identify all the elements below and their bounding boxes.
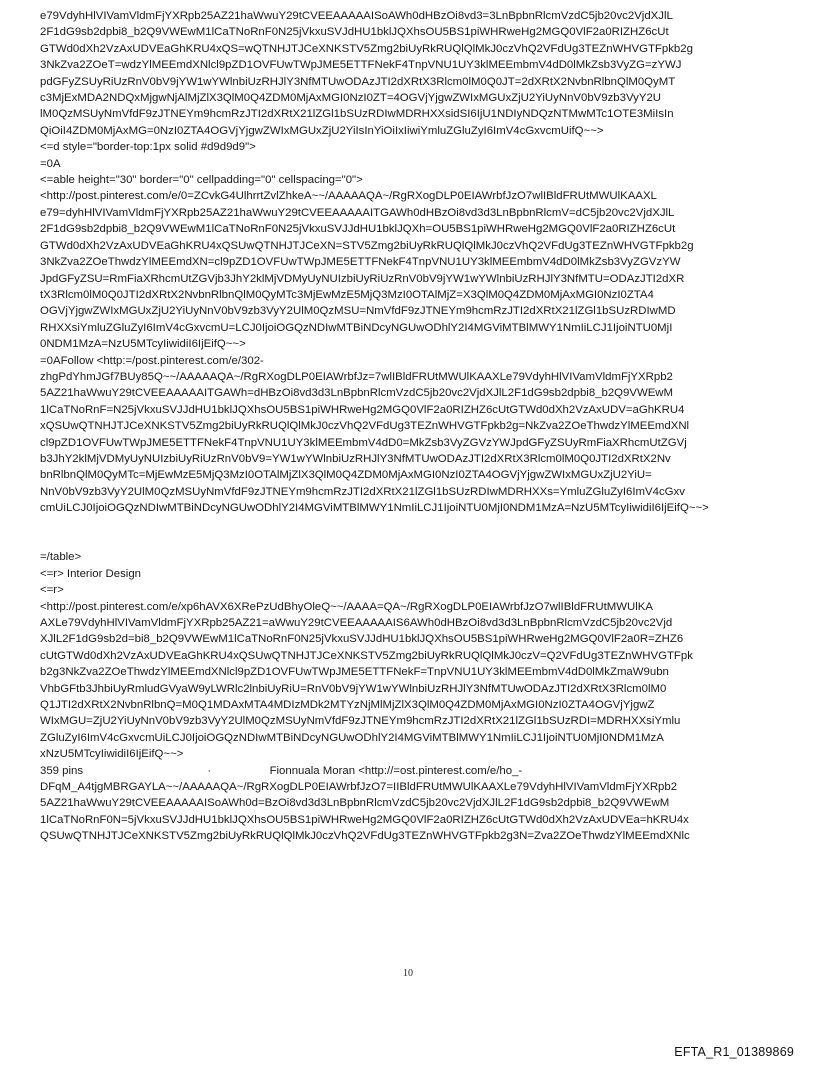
text-line: <=d style="border-top:1px solid #d9d9d9">	[40, 141, 256, 154]
separator-dot: ·	[207, 764, 212, 777]
text-line: Q1JTI2dXRtX2NvbnRlbnQ=M0Q1MDAxMTA4MDIzMDk2MTYzNjMlMjZlX3QlM0Q4ZDM0MjAxMGI0NzI0ZTA4OGVjYjgwZ	[40, 699, 655, 712]
text-line: <http://post.pinterest.com/e/xp6hAVX6XRePzUdBhyOleQ~~/AAAA=QA~/RgRXogDLP0EIAWrbfJzO7wlIBldFRUtMWUlKA	[40, 600, 653, 613]
text-line: 2F1dG9sb2dpbi8_b2Q9VWEwM1lCaTNoRnF0N25jVkxuSVJdHU1bklJQXhsOU5BS1piWHRweHg2MGQ0VlF2a0RIZHZ6cUt	[40, 26, 669, 39]
text-line: xNzU5MTcyIiwidiI6IjEifQ~~>	[40, 748, 184, 761]
text-line: 5AZ21haWwuY29tCVEEAAAAAISoAWh0d=BzOi8vd3d3LnBpbnRlcmVzdC5jb20vc2VjdXJlL2F1dG9sb2dpbi8_b2Q9VWEwM	[40, 797, 670, 810]
text-line: pdGFyZSUyRiUzRnV0bV9jYW1wYWlnbiUzRHJlY3NfMTUwODAzJTI2dXRtX3Rlcm0lM0Q0JT=2dXRtX2NvbnRlbnQlM0QyMT	[40, 75, 676, 88]
page-number: 10	[403, 968, 413, 979]
text-line: 5AZ21haWwuY29tCVEEAAAAAITGAWh=dHBzOi8vd3d3LnBpbnRlcmVzdC5jb20vc2VjdXJlL2F1dG9sb2dpbi8_b2Q9VWEwM	[40, 387, 674, 400]
text-line: =0A	[40, 157, 61, 170]
text-line: WIxMGU=ZjU2YiUyNnV0bV9zb3VyY2UlM0QzMSUyNmVfdF9zJTNEYm9hcmRzJTI2dXRtX21lZGl1bSUzRDI=MDRHXXsiYmlu	[40, 715, 681, 728]
text-line: 2F1dG9sb2dpbi8_b2Q9VWEwM1lCaTNoRnF0N25jVkxuSVJJdHU1bklJQXh=OU5BS1piWHRweHg2MGQ0VlF2a0RIZHZ6cUt	[40, 223, 676, 236]
text-line: NnV0bV9zb3VyY2UlM0QzMSUyNmVfdF9zJTNEYm9hcmRzJTI2dXRtX21lZGl1bSUzRDIwMDRHXXs=YmluZGluZyI6ImV4cGxv	[40, 485, 685, 498]
text-line: 0NDM1MzA=NzU5MTcyIiwidiI6IjEifQ~~>	[40, 338, 246, 351]
text-line: GTWd0dXh2VzAxUDVEaGhKRU4xQSUwQTNHJTJCeXN=STV5Zmg2biUyRkRUQlQlMkJ0czVhQ2VFdUg3TEZnWHVGTFpkb2g	[40, 239, 694, 252]
text-line: e79=dyhHlVIVamVldmFjYXRpb25AZ21haWwuY29tCVEEAAAAAITGAWh0dHBzOi8vd3d3LnBpbnRlcmV=dC5jb20vc2VjdXJlL	[40, 206, 675, 219]
text-line: lM0QzMSUyNmVfdF9zJTNEYm9hcmRzJTI2dXRtX21lZGl1bSUzRDIwMDRHXXsidSI6IjU1NDIyNDQzNTMwMTc1OTE3MiIsIn	[40, 108, 674, 121]
text-line: JpdGFyZSU=RmFiaXRhcmUtZGVjb3JhY2klMjVDMyUyNUIzbiUyRiUzRnV0bV9jYW1wYWlnbiUzRHJlY3NfMTU=ODAzJTI2dXR	[40, 272, 685, 285]
text-line: AXLe79VdyhHlVIVamVldmFjYXRpb25AZ21=aWwuY29tCVEEAAAAAIS6AWh0dHBzOi8vd3d3LnBpbnRlcmVzdC5jb20vc2Vjd	[40, 617, 673, 629]
text-line: =0AFollow <http:=/post.pinterest.com/e/302-	[40, 354, 264, 367]
pins-line	[40, 763, 785, 779]
text-line: <=r> Interior Design	[40, 567, 141, 580]
document-body	[40, 8, 785, 845]
text-line: e79VdyhHlVIVamVldmFjYXRpb25AZ21haWwuY29tCVEEAAAAAISoAWh0dHBzOi8vd3=3LnBpbnRlcmVzdC5jb20vc2VjdXJlL	[40, 10, 673, 22]
pinner-link[interactable]: Fionnuala Moran <http://=ost.pinterest.com/e/ho_-	[269, 764, 523, 777]
tail-text-block	[40, 779, 785, 845]
text-line: 1lCaTNoRnF=N25jVkxuSVJJdHU1bklJQXhsOU5BS1piWHRweHg2MGQ0VlF2a0RIZHZ6cUtGTWd0dXh2VzAxUDV=aGhKRU4	[40, 403, 685, 416]
text-line: <http://post.pinterest.com/e/0=ZCvkG4UlhrrtZvlZhkeA~~/AAAAAQA~/RgRXogDLP0EIAWrbfJzO7wlIBldFRUtMWUlKAAXL	[40, 190, 657, 203]
text-line: VhbGFtb3JhbiUyRmludGVyaW9yLWRlc2lnbiUyRiU=RnV0bV9jYW1wYWlnbiUzRHJlY3NfMTUwODAzJTI2dXRtX3Rlcm0lM0	[40, 682, 667, 695]
text-line: 1lCaTNoRnF0N=5jVkxuSVJJdHU1bklJQXhsOU5BS1piWHRweHg2MGQ0VlF2a0RIZHZ6cUtGTWd0dXh2VzAxUDVEa=hKRU4x	[40, 813, 689, 826]
text-line: =/table>	[40, 551, 82, 564]
text-line: xQSUwQTNHJTJCeXNKSTV5Zmg2biUyRkRUQlQlMkJ0czVhQ2VFdUg3TEZnWHVGTFpkb2g=NkZva2ZOeThwdzYlMEEmdXNl	[40, 420, 690, 433]
pin-count: 359 pins	[40, 764, 84, 777]
text-line: 3NkZva2ZOeT=wdzYlMEEmdXNlcl9pZD1OVFUwTWpJME5ETTFNekF4TnpVNU1UY3klMEEmbmV4dD0lMkZsb3VyZG=zYWJ	[40, 59, 682, 72]
text-line	[40, 533, 785, 549]
text-line: cmUiLCJ0IjoiOGQzNDIwMTBiNDcyNGUwODhlY2I4MGViMTBlMWY1NmIiLCJ1IjoiNTU0MjI0NDM1MzA=NzU5MTcyIiwidiI6IjEifQ~~>	[40, 502, 709, 515]
text-line: cl9pZD1OVFUwTWpJME5ETTFNekF4TnpVNU1UY3klMEEmbmV4dD0=MkZsb3VyZGVzYWJpdGFyZSUyRmFiaXRhcmUtZGVj	[40, 436, 687, 449]
text-block	[40, 8, 785, 763]
text-line: c3MjExMDA2NDQxMjgwNjAlMjZlX3QlM0Q4ZDM0MjAxMGI0NzI0ZT=4OGVjYjgwZWIxMGUxZjU2YiUyNnV0bV9zb3VyY2U	[40, 92, 662, 105]
text-line: cUtGTWd0dXh2VzAxUDVEaGhKRU4xQSUwQTNHJTJCeXNKSTV5Zmg2biUyRkRUQlQlMkJ0czV=Q2VFdUg3TEZnWHVGTFpk	[40, 649, 693, 662]
text-line: DFqM_A4tjgMBRGAYLA~~/AAAAAQA~/RgRXogDLP0EIAWrbfJzO7=IIBldFRUtMWUlKAAXLe79VdyhHlVIVamVldmFjYXRpb2	[40, 781, 678, 794]
text-line: tX3Rlcm0lM0Q0JTI2dXRtX2NvbnRlbnQlM0QyMTc3MjEwMzE5MjQ3MzI0OTAlMjZ=X3QlM0Q4ZDM0MjAxMGI0NzI0ZTA4	[40, 288, 654, 301]
text-line: <=r>	[40, 584, 64, 597]
text-line: b3JhY2klMjVDMyUyNUIzbiUyRiUzRnV0bV9=YW1wYWlnbiUzRHJlY3NfMTUwODAzJTI2dXRtX3Rlcm0lM0Q0JTI2dXRtX2Nv	[40, 452, 671, 465]
text-line: zhgPdYhmJGf7BUy85Q~~/AAAAAQA~/RgRXogDLP0EIAWrbfJz=7wlIBldFRUtMWUlKAAXLe79VdyhHlVIVamVldmFjYXRpb2	[40, 370, 673, 383]
text-line: 3NkZva2ZOeThwdzYlMEEmdXN=cl9pZD1OVFUwTWpJME5ETTFNekF4TnpVNU1UY3klMEEmbmV4dD0lMkZsb3VyZGVzYW	[40, 256, 681, 269]
text-line: QiOiI4ZDM0MjAxMG=0NzI0ZTA4OGVjYjgwZWIxMGUxZjU2YiIsInYiOiIxIiwiYmluZGluZyI6ImV4cGxvcmUifQ~~>	[40, 124, 604, 137]
text-line: QSUwQTNHJTJCeXNKSTV5Zmg2biUyRkRUQlQlMkJ0czVhQ2VFdUg3TEZnWHVGTFpkb2g3N=Zva2ZOeThwdzYlMEEmdXNlc	[40, 830, 690, 843]
text-line: b2g3NkZva2ZOeThwdzYlMEEmdXNlcl9pZD1OVFUwTWpJME5ETTFNekF=TnpVNU1UY3klMEEmbmV4dD0lMkZmaW9ubn	[40, 666, 669, 679]
text-line: <=able height="30" border="0" cellpadding="0" cellspacing="0">	[40, 174, 363, 187]
text-line: bnRlbnQlM0QyMTc=MjEwMzE5MjQ3MzI0OTAlMjZlX3QlM0Q4ZDM0MjAxMGI0NzI0ZTA4OGVjYjgwZWIxMGUxZjU2YiU=	[40, 469, 652, 482]
bates-number: EFTA_R1_01389869	[674, 1045, 794, 1059]
text-line: RHXXsiYmluZGluZyI6ImV4cGxvcmU=LCJ0IjoiOGQzNDIwMTBiNDcyNGUwODhlY2I4MGViMTBlMWY1NmIiLCJ1IjoiNTU0MjI	[40, 321, 673, 334]
text-line: GTWd0dXh2VzAxUDVEaGhKRU4xQS=wQTNHJTJCeXNKSTV5Zmg2biUyRkRUQlQlMkJ0czVhQ2VFdUg3TEZnWHVGTFpkb2g	[40, 42, 693, 55]
text-line: OGVjYjgwZWIxMGUxZjU2YiUyNnV0bV9zb3VyY2UlM0QzMSU=NmVfdF9zJTNEYm9hcmRzJTI2dXRtX21lZGl1bSUzRDIwMD	[40, 305, 676, 318]
text-line: ZGluZyI6ImV4cGxvcmUiLCJ0IjoiOGQzNDIwMTBiNDcyNGUwODhlY2I4MGViMTBlMWY1NmIiLCJ1IjoiNTU0MjI0NDM1MzA	[40, 731, 664, 744]
text-line: XJlL2F1dG9sb2d=bi8_b2Q9VWEwM1lCaTNoRnF0N25jVkxuSVJJdHU1bklJQXhsOU5BS1piWHRweHg2MGQ0VlF2a0R=ZHZ6	[40, 633, 684, 646]
text-line	[40, 517, 785, 533]
